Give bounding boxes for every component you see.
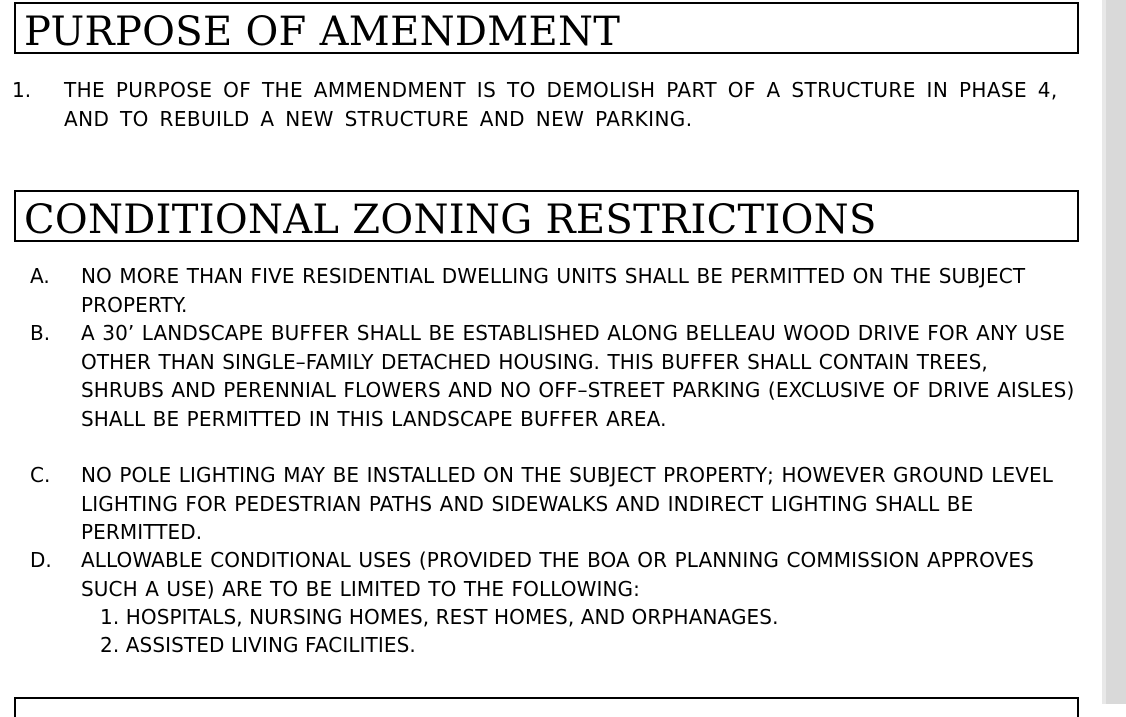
purpose-item-text: THE PURPOSE OF THE AMMENDMENT IS TO DEMOLISH PART OF A STRUCTURE IN PHASE 4, AND TO REBUILD A NEW STRUCTURE AND NEW PARKING.	[64, 78, 1058, 131]
restriction-d-marker: D.	[30, 548, 52, 572]
restriction-c-text: NO POLE LIGHTING MAY BE INSTALLED ON THE SUBJECT PROPERTY; HOWEVER GROUND LEVEL LIGHTING FOR PEDESTRIAN PATHS AND SIDEWALKS AND INDIRECT LIGHTING SHALL BE PERMITTED.	[81, 463, 1053, 544]
zoning-heading: CONDITIONAL ZONING RESTRICTIONS	[24, 197, 877, 243]
allowed-use-2: 2. ASSISTED LIVING FACILITIES.	[100, 633, 416, 657]
next-section-heading-box	[14, 697, 1079, 717]
purpose-heading: PURPOSE OF AMENDMENT	[24, 9, 621, 55]
allowed-use-1: 1. HOSPITALS, NURSING HOMES, REST HOMES, AND ORPHANAGES.	[100, 605, 779, 629]
restriction-b-marker: B.	[30, 321, 51, 345]
purpose-item-marker: 1.	[12, 78, 32, 102]
purpose-heading-box	[14, 2, 1079, 54]
restriction-a-marker: A.	[30, 264, 50, 288]
restriction-a-text: NO MORE THAN FIVE RESIDENTIAL DWELLING UNITS SHALL BE PERMITTED ON THE SUBJECT PROPERTY.	[81, 264, 1026, 317]
restriction-c-marker: C.	[30, 463, 51, 487]
restriction-b-text: A 30’ LANDSCAPE BUFFER SHALL BE ESTABLISHED ALONG BELLEAU WOOD DRIVE FOR ANY USE OTHER THAN SINGLE–FAMILY DETACHED HOUSING. THIS BUFFER SHALL CONTAIN TREES, SHRUBS AND PERENNIAL FLOWERS AND NO OFF–STREET PARKING (EXCLUSIVE OF DRIVE AISLES) SHALL BE PERMITTED IN THIS LANDSCAPE BUFFER AREA.	[81, 321, 1075, 431]
page-edge-strip	[1102, 0, 1126, 704]
purpose-item-1	[0, 76, 1100, 166]
restriction-d-text: ALLOWABLE CONDITIONAL USES (PROVIDED THE BOA OR PLANNING COMMISSION APPROVES SUCH A USE) ARE TO BE LIMITED TO THE FOLLOWING:	[81, 548, 1034, 601]
zoning-heading-box	[14, 190, 1079, 242]
